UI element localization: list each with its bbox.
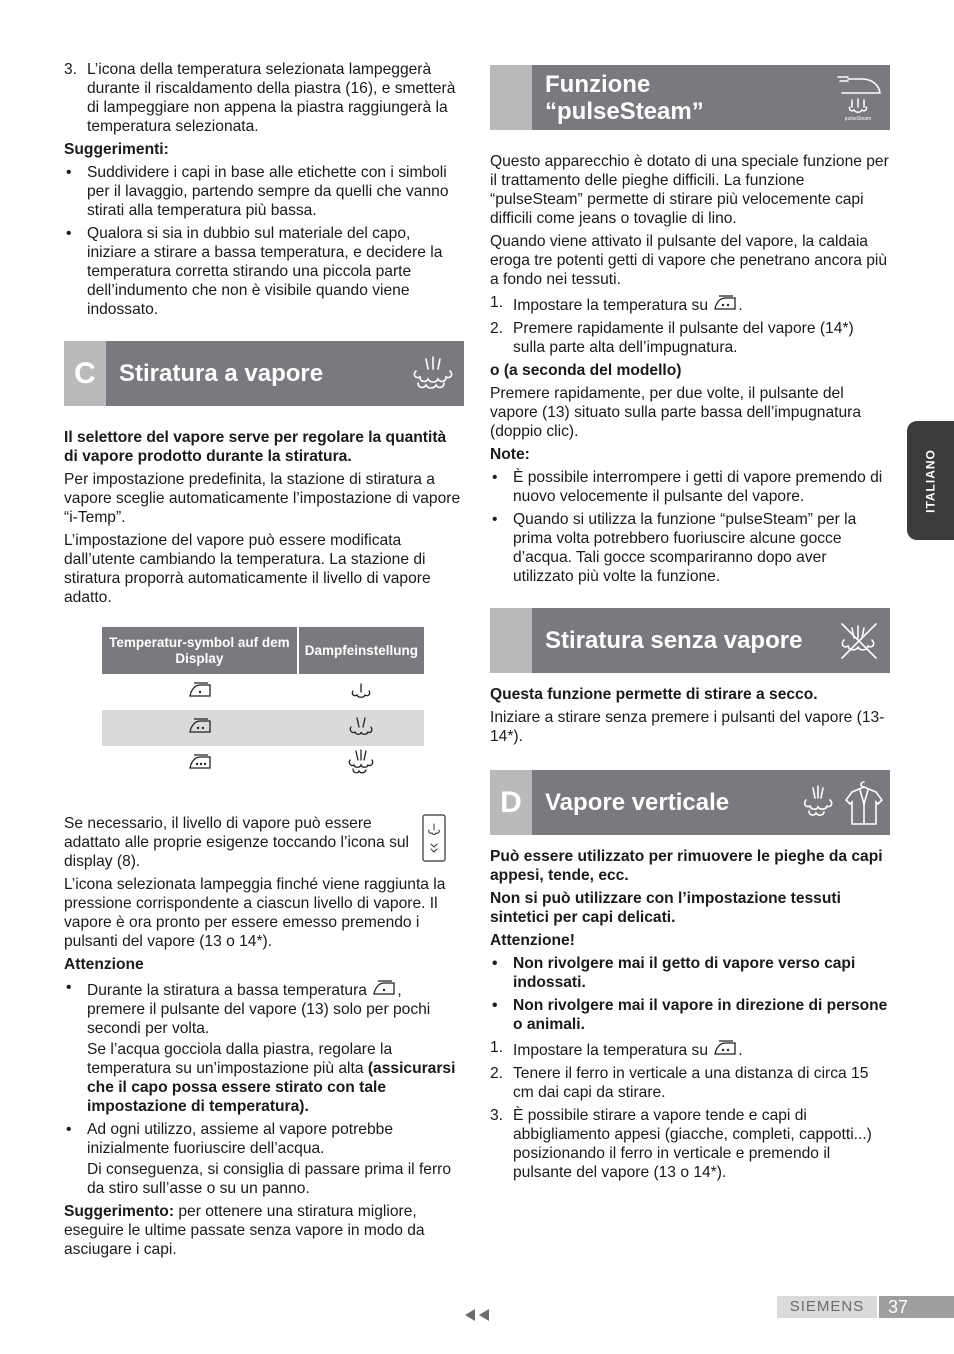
tip-paragraph: Suggerimento: per ottenere una stiratura migliore, eseguire le ultime passate senza vapore in modo da asciugare i capi.: [64, 1203, 425, 1258]
section-pulsesteam-header: [490, 65, 890, 130]
section-nosteam-header: [490, 608, 890, 673]
steam-garment-icon: [802, 778, 886, 828]
list-item: • Quando si utilizza la funzione “pulseSteam” per la prima volta potrebbero fuoriuscire alcune gocce d’acqua. Tali gocce scompariranno dopo aver utilizzato più volte la funzione.: [492, 511, 857, 585]
steam-intro: Il selettore del vapore serve per regolare la quantità di vapore prodotto durante la stiratura.: [64, 429, 447, 465]
section-title: Funzione “pulseSteam”: [545, 70, 704, 125]
list-item: • Non rivolgere mai il vapore in direzione di persone o animali.: [492, 997, 888, 1033]
list-item: • Suddividere i capi in base alle etichette con i simboli per il lavaggio, partendo sempre da quelli che vanno stirati alla temperatura più bassa.: [66, 164, 449, 219]
table-row: [102, 710, 424, 746]
section-d-header: [490, 770, 890, 835]
steam-high-icon: [346, 748, 376, 776]
svg-text:pulseSteam: pulseSteam: [844, 116, 872, 122]
section-c-header: [64, 341, 464, 406]
list-item: 1. Impostare la temperatura su .: [490, 1039, 743, 1059]
section-title: Vapore verticale: [545, 789, 730, 816]
list-item: • Qualora si sia in dubbio sul materiale del capo, iniziare a stirare a bassa temperatura, e decidere la temperatura corretta stirando una piccola parte dell’indumento che non è visibile quando viene indossato.: [66, 225, 443, 318]
list-item: 2. Premere rapidamente il pulsante del vapore (14*) sulla parte alta dell’impugnatura.: [490, 320, 854, 356]
page-number: 37: [879, 1296, 954, 1318]
tips-heading: Suggerimenti:: [64, 141, 169, 158]
iron-one-dot-icon: [187, 680, 213, 700]
pulsesteam-iron-icon: [834, 73, 884, 123]
table-header: Temperatur-symbol auf dem Display: [102, 627, 298, 674]
language-tab: ITALIANO: [907, 421, 954, 540]
list-item: 2. Tenere il ferro in verticale a una distanza di circa 15 cm dai capi da stirare.: [490, 1065, 869, 1101]
attention-heading: Attenzione: [64, 956, 144, 973]
list-item: • Ad ogni utilizzo, assieme al vapore potrebbe inizialmente fuoriuscire dell’acqua. Di conseguenza, si consiglia di passare prima il ferro da stiro sull’asse o su un panno.: [66, 1121, 452, 1197]
iron-three-dots-icon: [187, 752, 213, 772]
iron-two-dots-icon: [712, 293, 738, 313]
iron-one-dot-icon: [371, 978, 397, 998]
list-item: • Durante la stiratura a bassa temperatura , premere il pulsante del vapore (13) solo per pochi secondi per volta. Se l’acqua gocciola dalla piastra, regolare la temperatura su un’impostazione più alta (assicurarsi che il capo possa essere stirato con tale impostazione di temperatura).: [66, 979, 456, 1115]
table-row: [102, 746, 424, 782]
no-steam-icon: [834, 616, 884, 666]
d-attention-heading: Attenzione!: [490, 932, 575, 949]
steam-icon: [408, 349, 458, 399]
steam-medium-icon: [347, 714, 375, 738]
back-arrows-icon[interactable]: [463, 1307, 493, 1323]
table-row: [102, 674, 424, 710]
right-column: Funzione “pulseSteam” pulseSteam Questo apparecchio è dotato di una speciale funzione per il trattamento delle pieghe difficili. La funzione “pulseSteam” permette di stirare più velocemente capi difficili come jeans o tovaglie di lino. Quando viene attivato il pulsante del vapore, la caldaia eroga tre potenti getti di vapore che penetrano ancora più a fondo nei tessuti. 1. Impostare la temperatura su . 2. Premere rapidamente il pulsante del vapore (14*) sulla parte alta dell’impugnatura. o (a seconda del modello) Premere rapidamente, per due volte, il pulsante del vapore (13) situato sulla parte bassa dell’impugnatura (doppio clic). Note: • È possibile interrompere i getti di vapore premendo di nuovo velocemente il pulsante del vapore. • Quando si utilizza la funzione “pulseSteam” per la prima volta potrebbero fuoriuscire alcune gocce d’acqua. Tali gocce scompariranno dopo aver utilizzato più volte la funzione. Stiratura senza vapore Questa funzione permette di stirare a secco. Iniziare a stirare senza premere i pulsanti del vapore (13-14*). D Vapore verticale Può essere utilizzato per rimuovere le pieghe da capi appesi, tende, ecc. Non si può utilizzare con l’impostazione tessuti sintetici per capi delicati. Attenzione! • Non rivolgere mai il getto di vapore verso capi indossati. • Non rivolgere mai il vapore in direzione di persone o animali. 1. Impostare la temperatura su . 2. Tenere il ferro in verticale a una distanza di circa 15 cm dai capi da stirare. 3. È possibile stirare a vapore tende e capi di abbigliamento appesi (giacche, completi, cappotti...) posizionando il ferro in verticale e premendo il pulsante del vapore (13 o 14*).: [490, 65, 890, 1186]
section-letter: C: [64, 341, 106, 406]
list-item: • Non rivolgere mai il getto di vapore verso capi indossati.: [492, 955, 856, 991]
list-item: 3. L’icona della temperatura selezionata lampeggerà durante il riscaldamento della piastra (16), e smetterà di lampeggiare non appena la piastra raggiungerà la temperatura selezionata.: [64, 61, 456, 135]
list-item: 1. Impostare la temperatura su .: [490, 294, 743, 314]
adjust-block: Se necessario, il livello di vapore può essere adattato alle proprie esigenze toccando l’icona sul display (8).: [64, 814, 464, 871]
iron-two-dots-icon: [187, 716, 213, 736]
iron-two-dots-icon: [712, 1038, 738, 1058]
section-title: Stiratura a vapore: [119, 360, 324, 387]
left-column: 3. L’icona della temperatura selezionata lampeggerà durante il riscaldamento della piastra (16), e smetterà di lampeggiare non appena la piastra raggiungerà la temperatura selezionata. Suggerimenti: • Suddividere i capi in base alle etichette con i simboli per il lavaggio, partendo sempre da quelli che vanno stirati alla temperatura più bassa. • Qualora si sia in dubbio sul materiale del capo, iniziare a stirare a bassa temperatura, e decidere la temperatura corretta stirando una piccola parte dell’indumento che non è visibile quando viene indossato. C Stiratura a vapore Il selettore del vapore serve per regolare la quantità di vapore prodotto durante la stiratura. Per impostazione predefinita, la stazione di stiratura a vapore sceglie automaticamente l’impostazione di vapore “i-Temp”. L’impostazione del vapore può essere modificata dall’utente cambiando la temperatura. La stazione di stiratura proporrà automaticamente il livello di vapore adatto. Temperatur-symbol auf dem Display Dampfeinstellung Se necessario, il livello di vapore può essere adattato alle proprie esigenze toccando l’icona sul display (8). L’icona selezionata lampeggia finché viene raggiunta la pressione corrispondente a ciascun livello di vapore. Il vapore è ora pronto per essere emesso premendo i pulsanti del vapore (13 o 14*). Attenzione • Durante la stiratura a bassa temperatura , premere il pulsante del vapore (13) solo per pochi secondi per volta. Se l’acqua gocciola dalla piastra, regolare la temperatura su un’impostazione più alta (assicurarsi che il capo possa essere stirato con tale impostazione di temperatura). • Ad ogni utilizzo, assieme al vapore potrebbe inizialmente fuoriuscire dell’acqua. Di conseguenza, si consiglia di passare prima il ferro da stiro sull’asse o su un panno. Suggerimento: per ottenere una stiratura migliore, eseguire le ultime passate senza vapore in modo da asciugare i capi.: [64, 60, 464, 1263]
steam-table: [102, 627, 424, 782]
list-item: • È possibile interrompere i getti di vapore premendo di nuovo velocemente il pulsante del vapore.: [492, 469, 883, 505]
steam-level-button-icon: [422, 814, 446, 862]
section-title: Stiratura senza vapore: [545, 627, 803, 654]
table-header: Dampfeinstellung: [298, 627, 424, 674]
section-letter: D: [490, 770, 532, 835]
notes-heading: Note:: [490, 446, 530, 463]
steam-low-icon: [348, 679, 374, 701]
brand-label: SIEMENS: [777, 1296, 877, 1318]
list-item: 3. È possibile stirare a vapore tende e capi di abbigliamento appesi (giacche, completi, cappotti...) posizionando il ferro in verticale e premendo il pulsante del vapore (13 o 14*).: [490, 1107, 872, 1181]
